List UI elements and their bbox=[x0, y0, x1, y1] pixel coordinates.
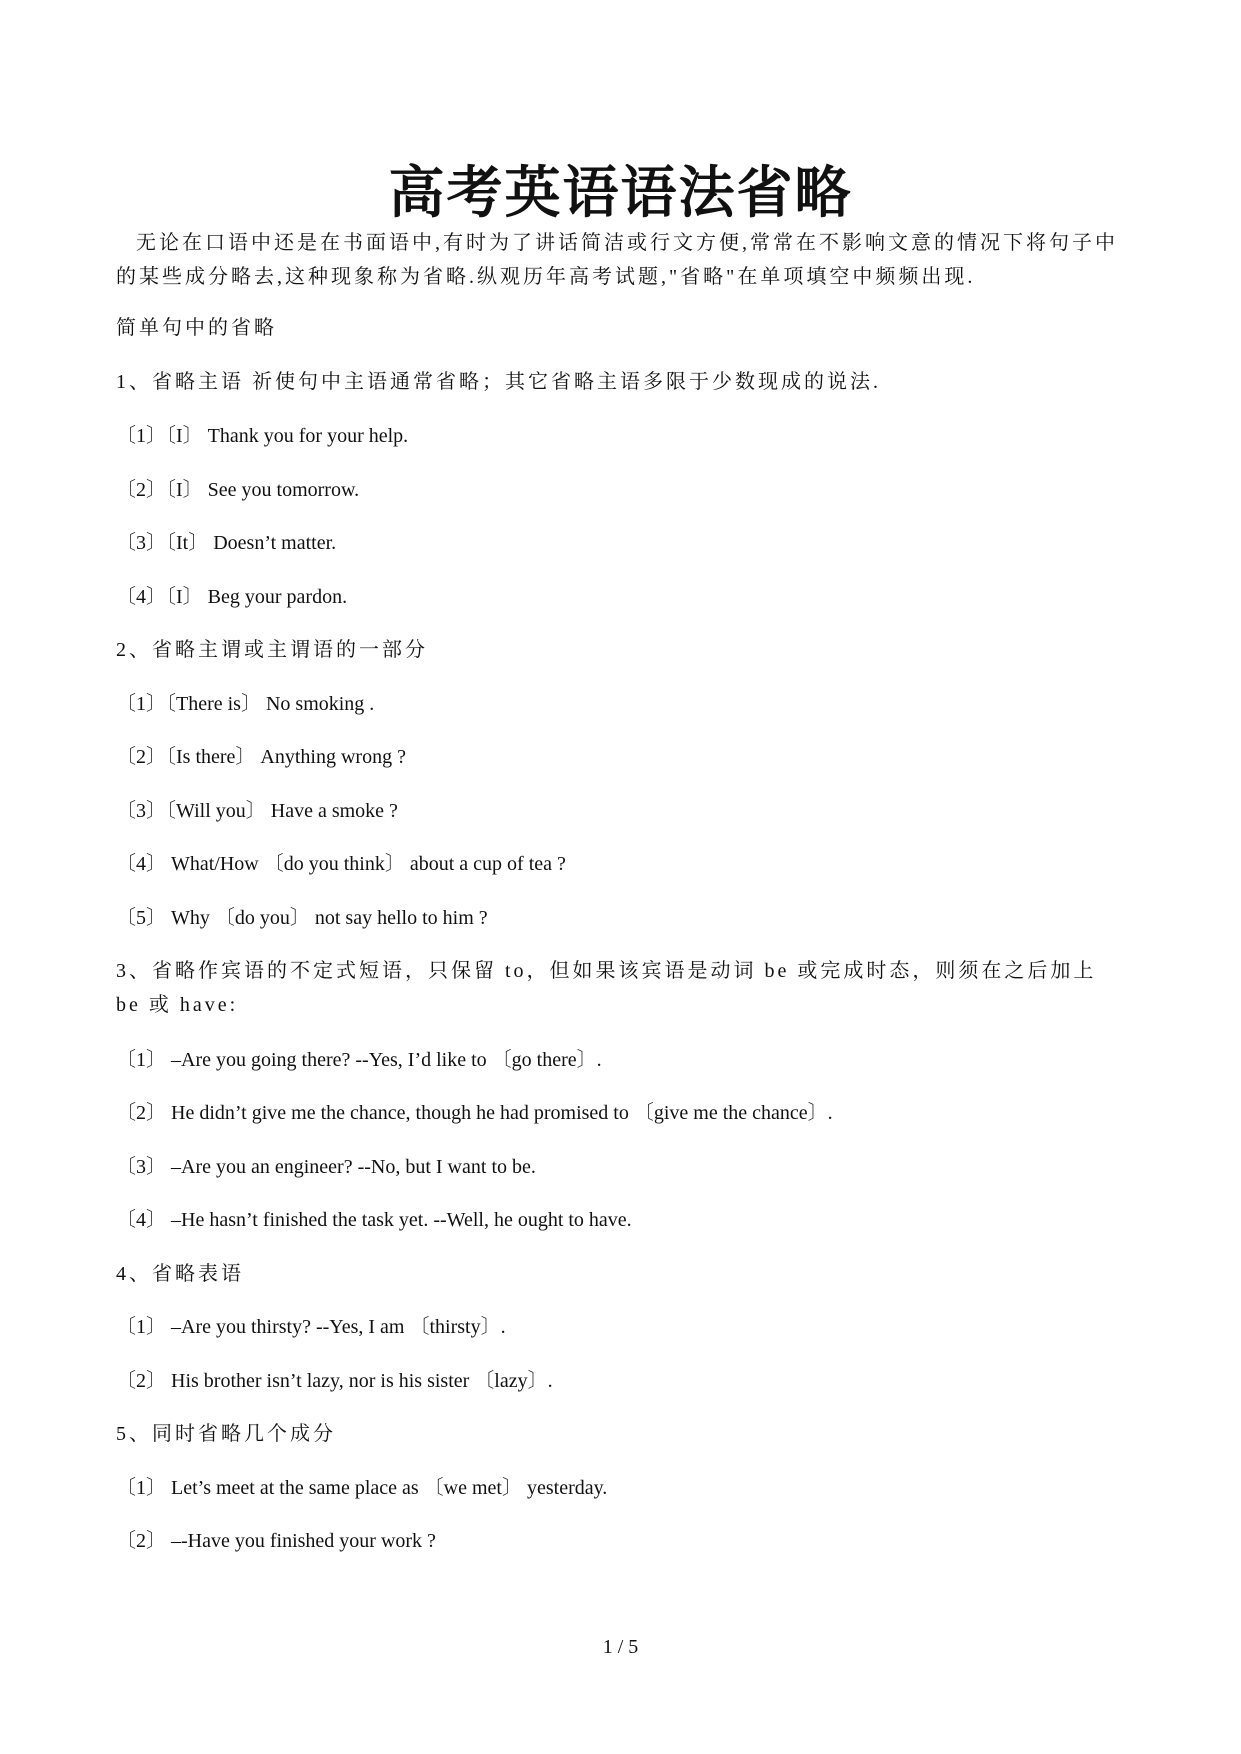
list-item: 〔3〕〔Will you〕 Have a smoke ? bbox=[116, 800, 398, 822]
list-item: 〔2〕〔Is there〕 Anything wrong ? bbox=[116, 746, 406, 768]
list-item: 〔3〕〔It〕 Doesn’t matter. bbox=[116, 532, 337, 554]
list-item: 〔1〕 –Are you going there? --Yes, I’d like to 〔go there〕. bbox=[116, 1049, 602, 1071]
section-1-title: 1、省略主语 祈使句中主语通常省略；其它省略主语多限于少数现成的说法. bbox=[116, 371, 881, 393]
intro-paragraph: 无论在口语中还是在书面语中,有时为了讲话简洁或行文方便,常常在不影响文意的情况下将句子中的某些成分略去,这种现象称为省略.纵观历年高考试题,"省略"在单项填空中频频出现. bbox=[116, 232, 1118, 288]
list-item: 〔1〕 Let’s meet at the same place as 〔we met〕 yesterday. bbox=[116, 1477, 608, 1499]
list-item: 〔1〕〔I〕 Thank you for your help. bbox=[116, 425, 409, 447]
section-4-title: 4、省略表语 bbox=[116, 1263, 244, 1285]
list-item: 〔2〕〔I〕 See you tomorrow. bbox=[116, 479, 360, 501]
list-item: 〔1〕〔There is〕 No smoking . bbox=[116, 693, 375, 715]
list-item: 〔4〕 –He hasn’t finished the task yet. --Well, he ought to have. bbox=[116, 1209, 632, 1231]
page-title: 高考英语语法省略 bbox=[388, 163, 853, 225]
list-item: 〔3〕 –Are you an engineer? --No, but I want to be. bbox=[116, 1156, 536, 1178]
list-item: 〔5〕 Why 〔do you〕 not say hello to him ? bbox=[116, 907, 488, 929]
list-item: 〔2〕 His brother isn’t lazy, nor is his sister 〔lazy〕. bbox=[116, 1370, 553, 1392]
section-heading: 简单句中的省略 bbox=[116, 317, 277, 339]
section-2-title: 2、省略主谓或主谓语的一部分 bbox=[116, 639, 428, 661]
list-item: 〔4〕 What/How 〔do you think〕 about a cup of tea ? bbox=[116, 853, 566, 875]
list-item: 〔2〕 –-Have you finished your work ? bbox=[116, 1530, 436, 1552]
section-5-title: 5、同时省略几个成分 bbox=[116, 1423, 336, 1445]
list-item: 〔2〕 He didn’t give me the chance, though he had promised to 〔give me the chance〕. bbox=[116, 1102, 833, 1124]
section-3-title: 3、省略作宾语的不定式短语，只保留 to，但如果该宾语是动词 be 或完成时态，则须在之后加上 be 或 have: bbox=[116, 960, 1097, 1016]
list-item: 〔1〕 –Are you thirsty? --Yes, I am 〔thirsty〕. bbox=[116, 1316, 506, 1338]
page-number: 1 / 5 bbox=[602, 1636, 639, 1658]
list-item: 〔4〕〔I〕 Beg your pardon. bbox=[116, 586, 348, 608]
